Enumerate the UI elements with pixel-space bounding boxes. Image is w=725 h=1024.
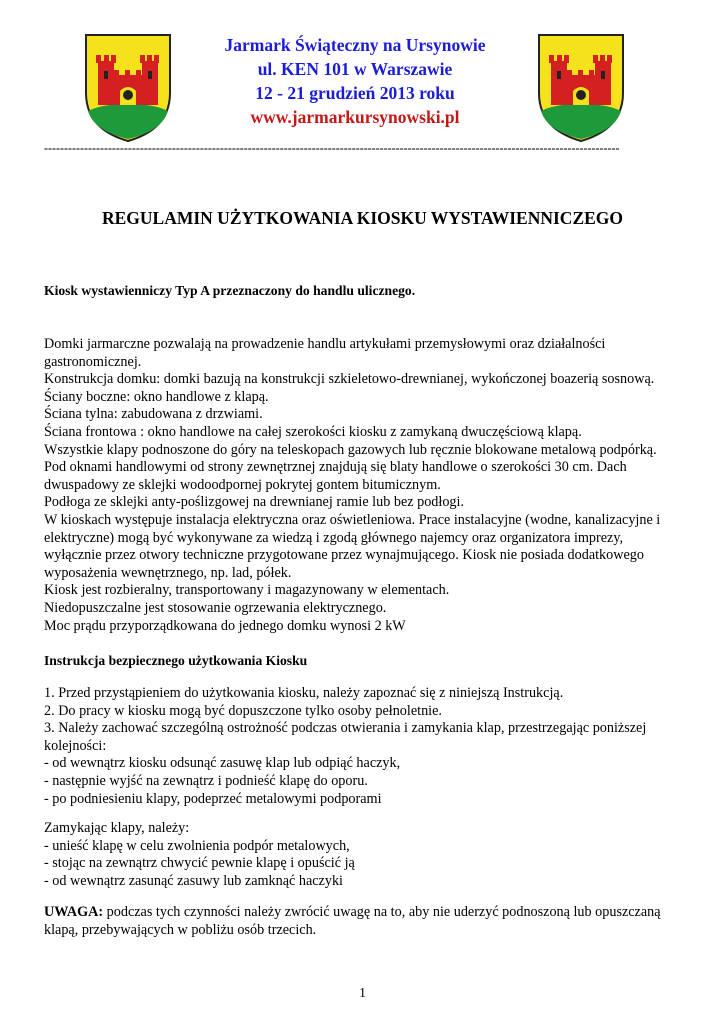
page-number: 1 [359, 985, 366, 1000]
closing-instructions [44, 820, 676, 890]
paragraph: Ściana frontowa : okno handlowe na całej szerokości kiosku z zamykaną dwuczęściową klapą. [44, 423, 582, 440]
paragraph: W kioskach występuje instalacja elektryczna oraz oświetleniowa. Prace instalacyjne (wodne, kanalizacyjne i elektryczne) mogą być wykonywane za wiedzą i zgodą głównego najemcy oraz organizatora imprezy, wyłącznie przez otwory techniczne przygotowane przez wynajmującego. Kiosk nie posiada dodatkowego wyposażenia wewnętrznego, np. lad, półek. [44, 511, 661, 581]
header-divider: ------------------------------------------------------------------------------------------------------------------------------------------------ [44, 141, 620, 155]
instruction-item: - następnie wyjść na zewnątrz i podnieść klapę do oporu. [44, 772, 368, 789]
paragraph: Niedopuszczalne jest stosowanie ogrzewania elektrycznego. [44, 599, 387, 616]
paragraph: Podłoga ze sklejki anty-poślizgowej na drewnianej ramie lub bez podłogi. [44, 494, 464, 511]
closing-item: - od wewnątrz zasunąć zasuwy lub zamknąć haczyki [44, 872, 343, 889]
warning-label: UWAGA: [44, 904, 104, 920]
coat-of-arms-left [84, 33, 172, 143]
section-safety-instructions [44, 652, 676, 670]
paragraph: Kiosk jest rozbieralny, transportowany i magazynowany w elementach. [44, 582, 450, 599]
instruction-item: 3. Należy zachować szczególną ostrożność podczas otwierania i zamykania klap, przestrzegając poniższej kolejności: [44, 720, 647, 754]
event-dates: 12 - 21 grudzień 2013 roku [255, 83, 455, 103]
paragraph: Domki jarmarczne pozwalają na prowadzenie handlu artykułami przemysłowymi oraz działalności gastronomicznej. [44, 336, 606, 370]
closing-intro: Zamykając klapy, należy: [44, 820, 190, 836]
section-heading: Instrukcja bezpiecznego użytkowania Kiosku [44, 653, 308, 668]
instruction-item: 1. Przed przystąpieniem do użytkowania kiosku, należy zapoznać się z niniejszą Instrukcją. [44, 685, 564, 701]
coat-of-arms-right [537, 33, 625, 143]
paragraph: Konstrukcja domku: domki bazują na konstrukcji szkieletowo-drewnianej, wykończonej boazerią sosnową. [44, 371, 655, 388]
paragraph: Ściany boczne: okno handlowe z klapą. [44, 388, 269, 405]
warning-text: podczas tych czynności należy zwrócić uwagę na to, aby nie uderzyć podnoszoną lub opuszczaną klapą, przebywających w pobliżu osób trzecich. [44, 904, 661, 938]
closing-item: - stojąc na zewnątrz chwycić pewnie klapę i opuścić ją [44, 855, 355, 872]
section-kiosk-description [44, 282, 676, 300]
paragraph: Ściana tylna: zabudowana z drzwiami. [44, 406, 263, 423]
paragraph: Pod oknami handlowymi od strony zewnętrznej znajdują się blaty handlowe o szerokości 30 cm. Dach dwuspadowy ze sklejki wodoodpornej pokrytej gontem bitumicznym. [44, 459, 627, 493]
safety-instructions-body [44, 685, 676, 808]
closing-item: - unieść klapę w celu zwolnienia podpór metalowych, [44, 837, 350, 854]
section-heading: Kiosk wystawienniczy Typ A przeznaczony do handlu ulicznego. [44, 283, 416, 298]
paragraph: Moc prądu przyporządkowana do jednego domku wynosi 2 kW [44, 617, 406, 634]
instruction-item: - od wewnątrz kiosku odsunąć zasuwę klap lub odpiąć haczyk, [44, 755, 401, 772]
warning-note [44, 904, 676, 939]
event-website[interactable]: www.jarmarkursynowski.pl [250, 107, 460, 127]
instruction-item: - po podniesieniu klapy, podeprzeć metalowymi podporami [44, 790, 382, 807]
paragraph: Wszystkie klapy podnoszone do góry na teleskopach gazowych lub ręcznie blokowane metalową podpórką. [44, 441, 657, 458]
event-address: ul. KEN 101 w Warszawie [257, 59, 453, 79]
event-title: Jarmark Świąteczny na Ursynowie [224, 35, 486, 55]
instruction-item: 2. Do pracy w kiosku mogą być dopuszczone tylko osoby pełnoletnie. [44, 702, 442, 719]
document-title: REGULAMIN UŻYTKOWANIA KIOSKU WYSTAWIENNICZEGO [101, 208, 624, 228]
kiosk-description-body [44, 336, 676, 635]
event-header [170, 33, 540, 129]
